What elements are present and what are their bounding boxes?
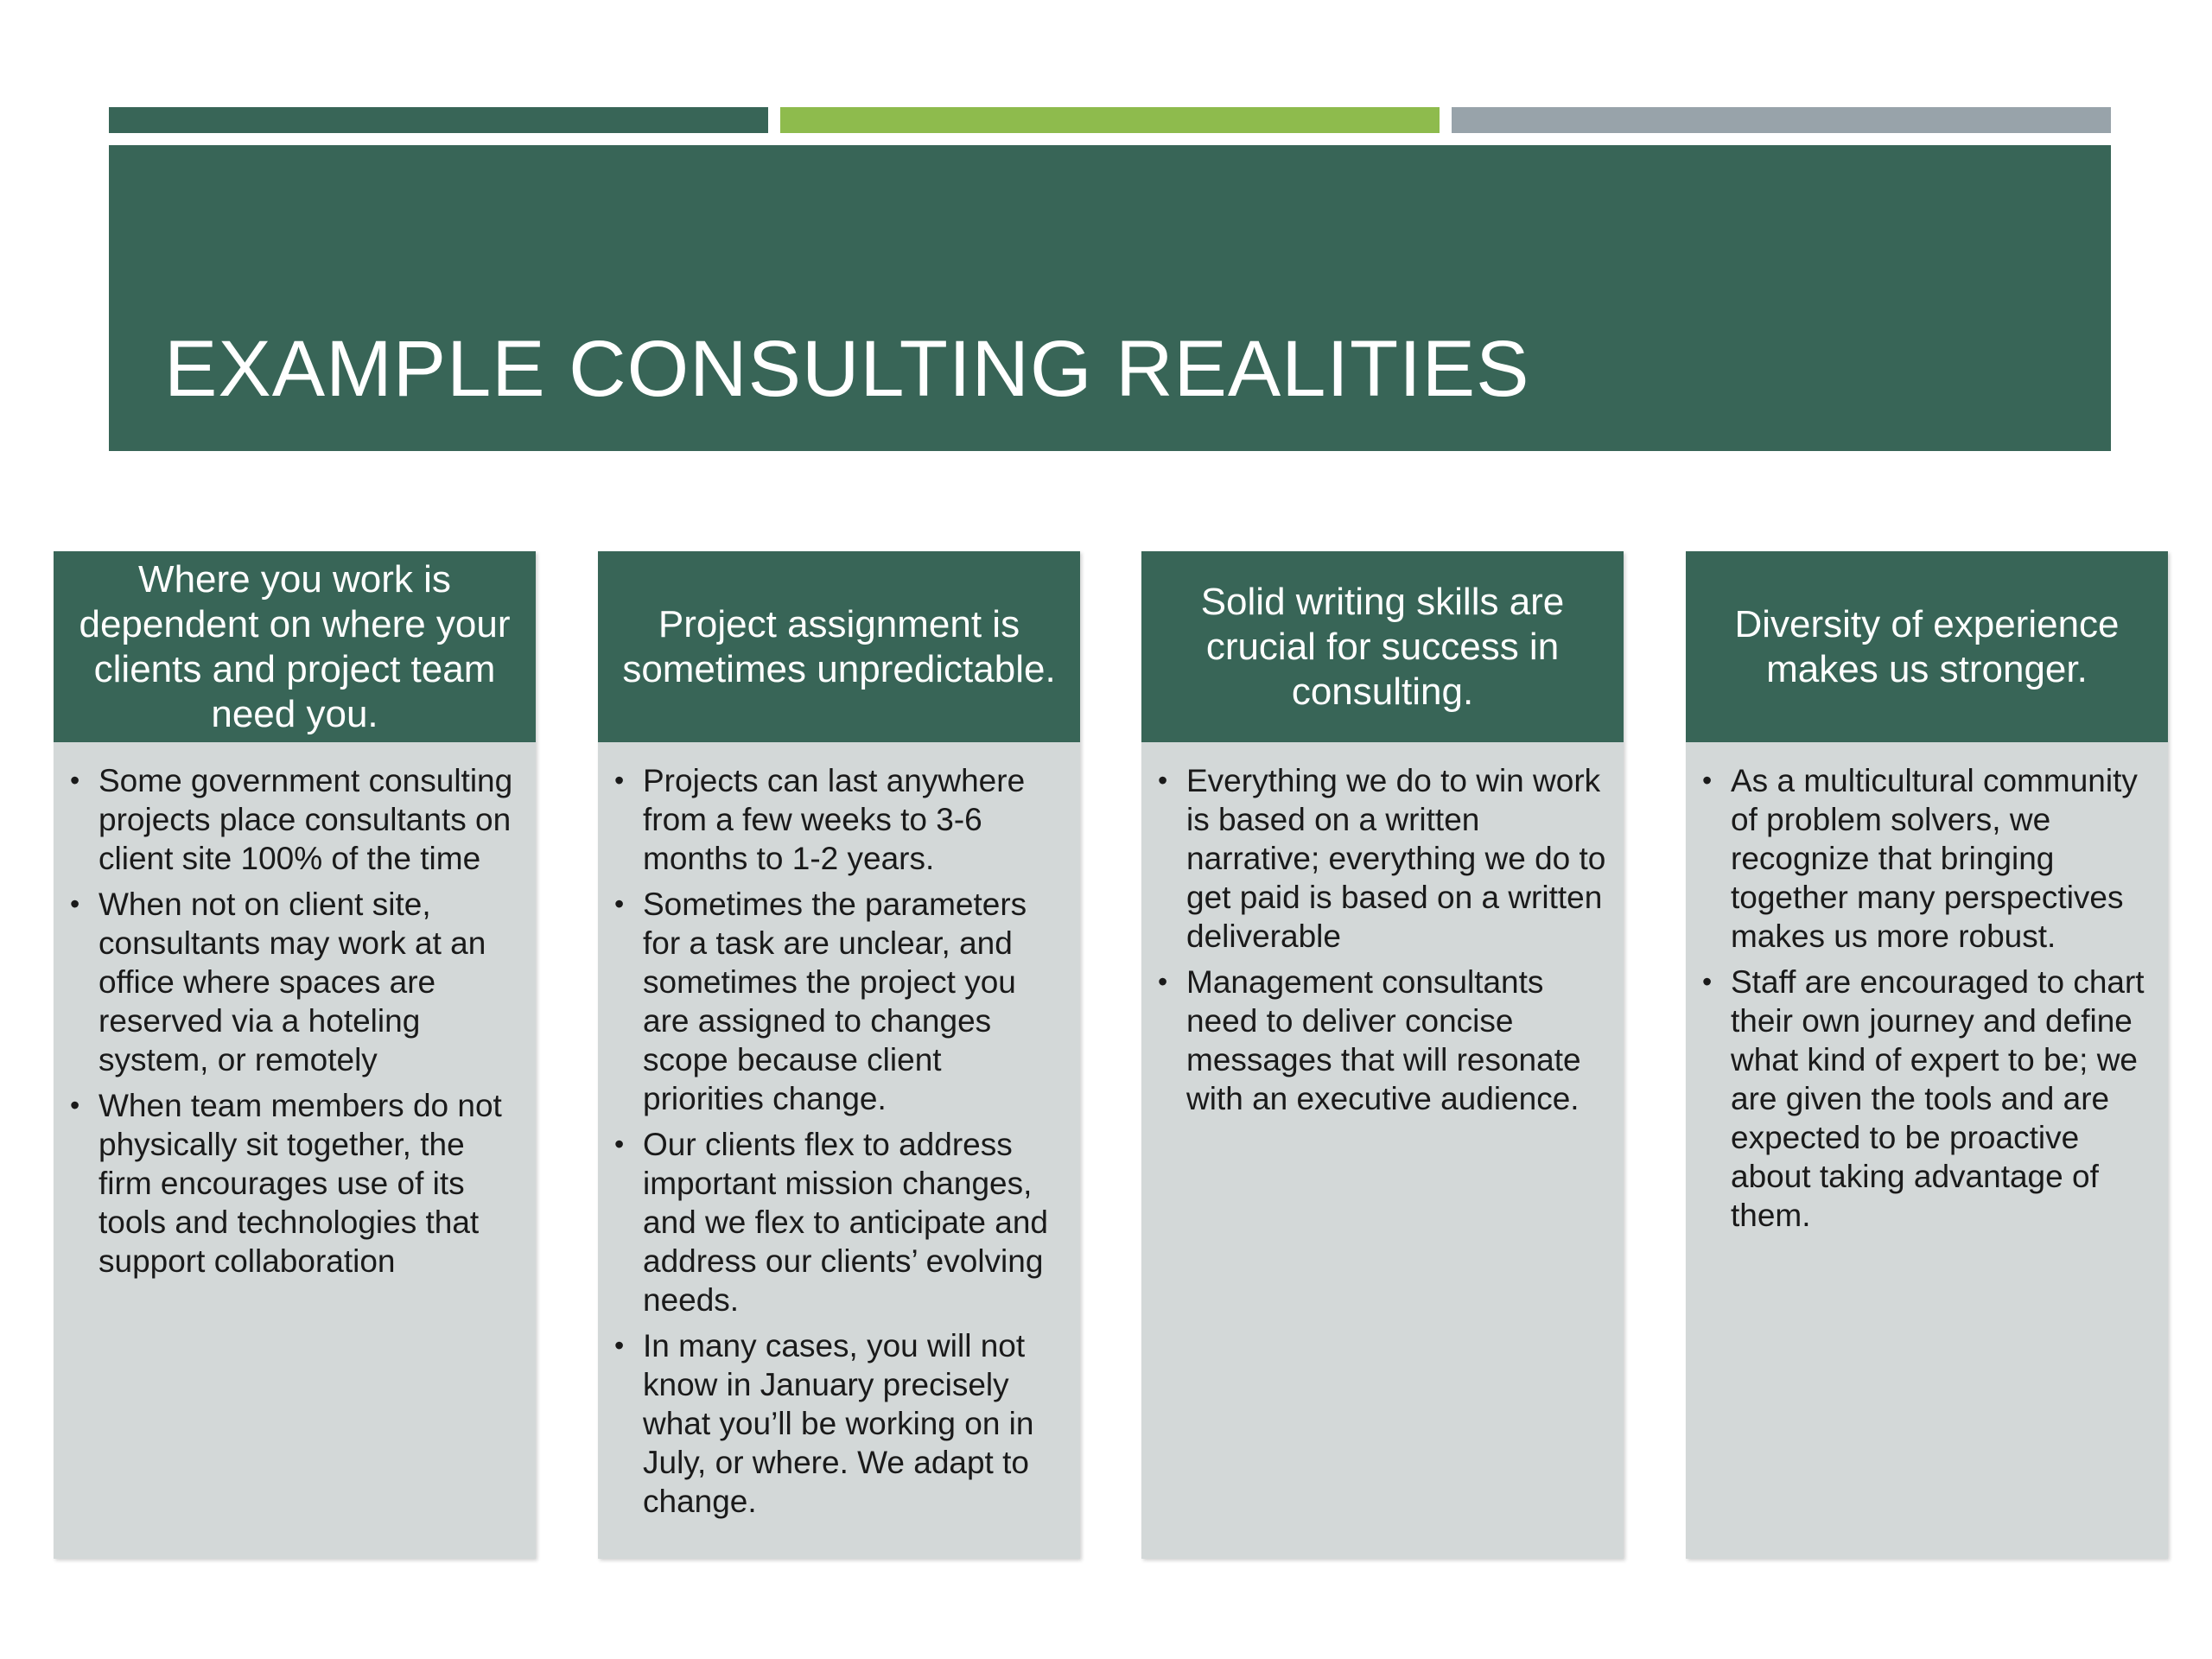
- accent-bar-gray: [1452, 107, 2111, 133]
- bullet-item: • As a multicultural community of problem solvers, we recognize that bringing together many perspectives makes us more robust.: [1731, 761, 2151, 956]
- card-bullet-list: [54, 742, 536, 1281]
- card-where-you-work: [54, 551, 536, 1559]
- bullet-item: • When not on client site, consultants may work at an office where spaces are reserved via a hoteling system, or remotely: [99, 885, 518, 1079]
- bullet-item: • Our clients flex to address important mission changes, and we flex to anticipate and address our clients’ evolving needs.: [643, 1125, 1063, 1319]
- bullet-item: • Some government consulting projects place consultants on client site 100% of the time: [99, 761, 518, 878]
- title-band: [109, 145, 2111, 451]
- bullet-item: • Management consultants need to deliver concise messages that will resonate with an executive audience.: [1186, 963, 1606, 1118]
- bullet-item: • Staff are encouraged to chart their own journey and define what kind of expert to be; we are given the tools and are expected to be proactive about taking advantage of them.: [1731, 963, 2151, 1235]
- bullet-item: • When team members do not physically sit together, the firm encourages use of its tools and technologies that support collaboration: [99, 1086, 518, 1281]
- card-writing-skills: [1141, 551, 1624, 1559]
- bullet-item: • Everything we do to win work is based on a written narrative; everything we do to get paid is based on a written deliverable: [1186, 761, 1606, 956]
- card-bullet-list: [1686, 742, 2168, 1235]
- card-heading: Where you work is dependent on where your clients and project team need you.: [54, 551, 536, 742]
- card-project-assignment: [598, 551, 1080, 1559]
- card-heading: Solid writing skills are crucial for success in consulting.: [1141, 551, 1624, 742]
- bullet-item: • In many cases, you will not know in January precisely what you’ll be working on in July, or where. We adapt to change.: [643, 1326, 1063, 1521]
- bullet-item: • Sometimes the parameters for a task are unclear, and sometimes the project you are assigned to changes scope because client priorities change.: [643, 885, 1063, 1118]
- bullet-item: • Projects can last anywhere from a few weeks to 3-6 months to 1-2 years.: [643, 761, 1063, 878]
- card-bullet-list: [1141, 742, 1624, 1118]
- card-heading: Project assignment is sometimes unpredictable.: [598, 551, 1080, 742]
- accent-bar-lime: [780, 107, 1440, 133]
- card-diversity: [1686, 551, 2168, 1559]
- accent-bar-green: [109, 107, 768, 133]
- card-heading: Diversity of experience makes us stronger.: [1686, 551, 2168, 742]
- card-bullet-list: [598, 742, 1080, 1521]
- slide-title: EXAMPLE CONSULTING REALITIES: [164, 325, 1530, 413]
